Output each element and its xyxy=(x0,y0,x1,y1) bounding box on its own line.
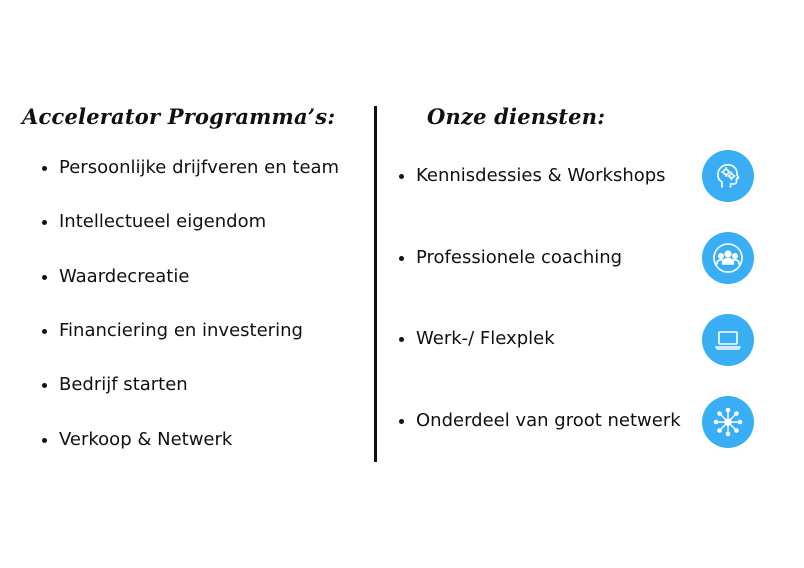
list-item-label: Bedrijf starten xyxy=(59,374,188,395)
list-item-label: Persoonlijke drijfveren en team xyxy=(59,157,340,178)
network-icon xyxy=(702,396,754,448)
bullet xyxy=(42,166,47,171)
bullet xyxy=(42,275,47,280)
head-gears-icon xyxy=(702,150,754,202)
accelerator-programmas-heading: Accelerator Programma’s: xyxy=(22,104,336,129)
service-label: Onderdeel van groot netwerk xyxy=(416,410,681,431)
bullet xyxy=(42,383,47,388)
list-item-label: Verkoop & Netwerk xyxy=(59,429,233,450)
bullet xyxy=(399,337,404,342)
service-label: Kennisdessies & Workshops xyxy=(416,165,666,186)
bullet xyxy=(399,174,404,179)
bullet xyxy=(42,220,47,225)
service-label: Professionele coaching xyxy=(416,247,623,268)
group-people-icon xyxy=(702,232,754,284)
list-item-label: Waardecreatie xyxy=(59,266,190,287)
bullet xyxy=(42,329,47,334)
bullet xyxy=(399,419,404,424)
service-label: Werk-/ Flexplek xyxy=(416,328,555,349)
bullet xyxy=(42,438,47,443)
bullet xyxy=(399,256,404,261)
list-item-label: Intellectueel eigendom xyxy=(59,211,267,232)
laptop-icon xyxy=(702,314,754,366)
list-item-label: Financiering en investering xyxy=(59,320,303,341)
column-divider xyxy=(374,106,377,462)
onze-diensten-heading: Onze diensten: xyxy=(427,104,606,129)
